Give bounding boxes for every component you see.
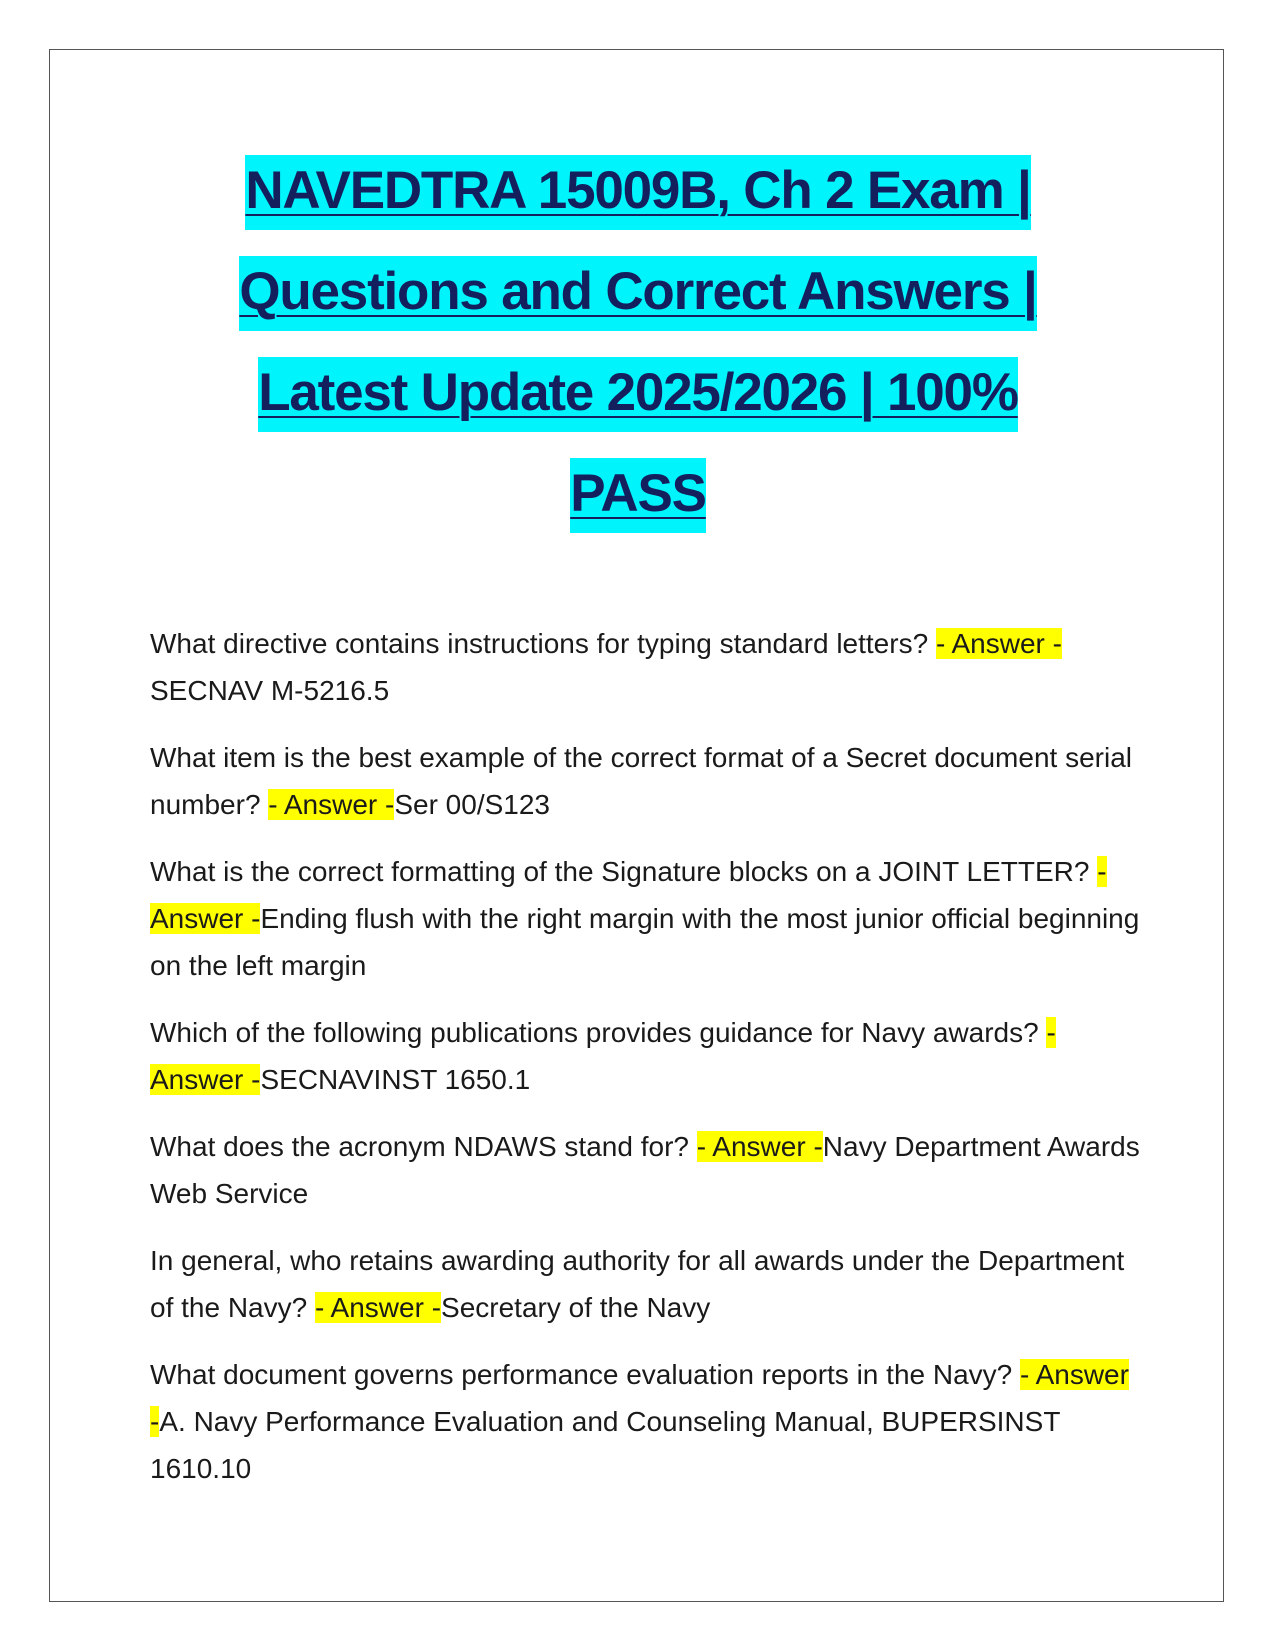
- answer-text: Ending flush with the right margin with the most junior official beginning on the left margin: [150, 903, 1140, 981]
- answer-text: Navy Department Awards Web Service: [150, 1131, 1140, 1209]
- answer-marker: - Answer -: [935, 628, 1062, 659]
- title-line: [150, 140, 1126, 241]
- question-text: What does the acronym NDAWS stand for?: [150, 1131, 697, 1162]
- answer-text: SECNAVINST 1650.1: [260, 1064, 531, 1095]
- title-line-text: PASS: [570, 458, 706, 533]
- title-line-text: Latest Update 2025/2026 | 100%: [258, 357, 1018, 432]
- title-line-text: Questions and Correct Answers |: [239, 256, 1036, 331]
- qa-item: [150, 1123, 1140, 1217]
- answer-marker: - Answer -: [150, 1359, 1129, 1437]
- qa-item: [150, 1351, 1140, 1492]
- qa-item: [150, 734, 1140, 828]
- question-text: What is the correct formatting of the Signature blocks on a JOINT LETTER?: [150, 856, 1098, 887]
- answer-marker: - Answer -: [314, 1292, 442, 1323]
- answer-text: A. Navy Performance Evaluation and Counseling Manual, BUPERSINST 1610.10: [150, 1406, 1060, 1484]
- question-text: What directive contains instructions for typing standard letters?: [150, 628, 936, 659]
- title-line: [150, 342, 1126, 443]
- answer-text: SECNAV M-5216.5: [150, 675, 390, 706]
- question-text: What document governs performance evaluation reports in the Navy?: [150, 1359, 1021, 1390]
- title-line: [150, 241, 1126, 342]
- title-line-text: NAVEDTRA 15009B, Ch 2 Exam |: [245, 155, 1030, 230]
- qa-item: [150, 1237, 1140, 1331]
- answer-marker: - Answer -: [150, 1017, 1056, 1095]
- answer-text: Ser 00/S123: [394, 789, 550, 820]
- qa-item: [150, 1009, 1140, 1103]
- question-text: Which of the following publications provides guidance for Navy awards?: [150, 1017, 1047, 1048]
- document-title: [150, 140, 1126, 544]
- title-line: [150, 443, 1126, 544]
- answer-marker: - Answer -: [696, 1131, 823, 1162]
- question-text: What item is the best example of the correct format of a Secret document serial number?: [150, 742, 1132, 820]
- qa-item: [150, 848, 1140, 989]
- question-text: In general, who retains awarding authority for all awards under the Department of the Navy?: [150, 1245, 1125, 1323]
- qa-item: [150, 620, 1140, 714]
- answer-marker: - Answer -: [150, 856, 1107, 934]
- answer-text: Secretary of the Navy: [441, 1292, 711, 1323]
- answer-marker: - Answer -: [268, 789, 395, 820]
- question-answer-list: [150, 620, 1140, 1512]
